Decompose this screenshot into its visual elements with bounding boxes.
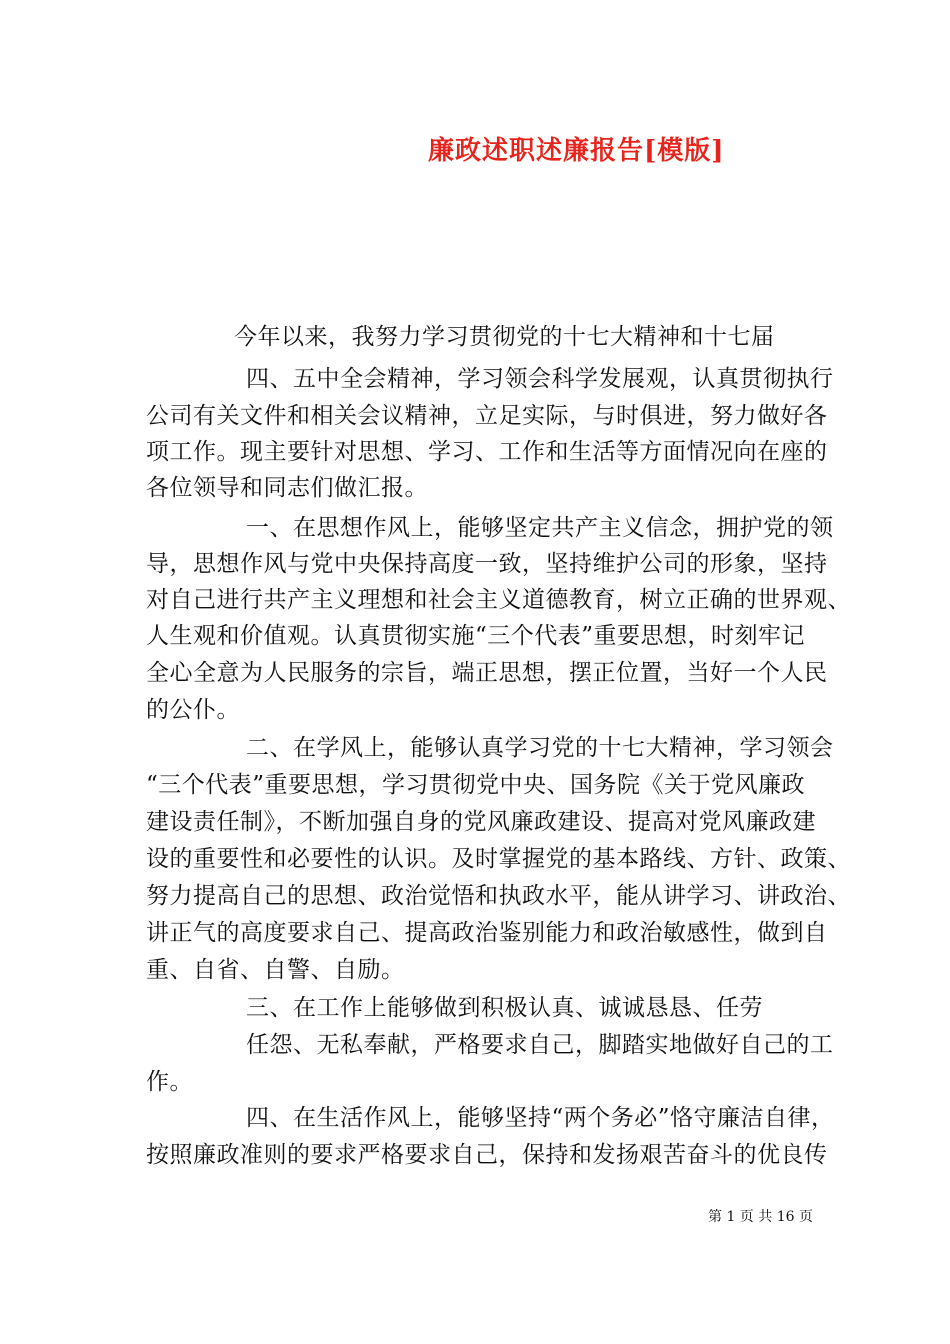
body-line: 导，思想作风与党中央保持高度一致，坚持维护公司的形象，坚持 [146,551,828,577]
body-line: 全心全意为人民服务的宗旨，端正思想，摆正位置，当好一个人民 [146,660,828,686]
body-line: 的公仆。 [146,697,240,723]
body-line: 一、在思想作风上，能够坚定共产主义信念，拥护党的领 [246,515,834,541]
body-line: 重、自省、自警、自励。 [146,957,405,983]
body-line: 三、在工作上能够做到积极认真、诚诚恳恳、任劳 [246,995,763,1021]
body-line: 各位领导和同志们做汇报。 [146,475,428,501]
body-line: 人生观和价值观。认真贯彻实施“三个代表”重要思想，时刻牢记 [146,623,806,649]
page-indicator: 第 1 页 共 16 页 [708,1209,813,1225]
body-line: “三个代表”重要思想，学习贯彻党中央、国务院《关于党风廉政 [146,772,806,798]
body-line: 公司有关文件和相关会议精神，立足实际，与时俱进，努力做好各 [146,403,828,429]
body-line: 努力提高自己的思想、政治觉悟和执政水平，能从讲学习、讲政治、 [146,883,851,909]
body-line: 对自己进行共产主义理想和社会主义道德教育，树立正确的世界观、 [146,587,851,613]
body-line: 项工作。现主要针对思想、学习、工作和生活等方面情况向在座的 [146,439,828,465]
body-line: 四、在生活作风上，能够坚持“两个务必”恪守廉洁自律， [246,1105,835,1131]
document-title: 廉政述职述廉报告[模版] [428,136,725,166]
body-line: 讲正气的高度要求自己、提高政治鉴别能力和政治敏感性，做到自 [146,920,828,946]
body-line: 设的重要性和必要性的认识。及时掌握党的基本路线、方针、政策、 [146,846,851,872]
body-line: 建设责任制》，不断加强自身的党风廉政建设、提高对党风廉政建 [146,809,816,835]
body-line: 四、五中全会精神，学习领会科学发展观，认真贯彻执行 [246,366,834,392]
body-line: 二、在学风上，能够认真学习党的十七大精神，学习领会 [246,735,834,761]
body-line: 任怨、无私奉献，严格要求自己，脚踏实地做好自己的工 [246,1032,834,1058]
body-line: 今年以来，我努力学习贯彻党的十七大精神和十七届 [234,324,775,350]
body-line: 作。 [146,1069,193,1095]
body-line: 按照廉政准则的要求严格要求自己，保持和发扬艰苦奋斗的优良传 [146,1142,828,1168]
